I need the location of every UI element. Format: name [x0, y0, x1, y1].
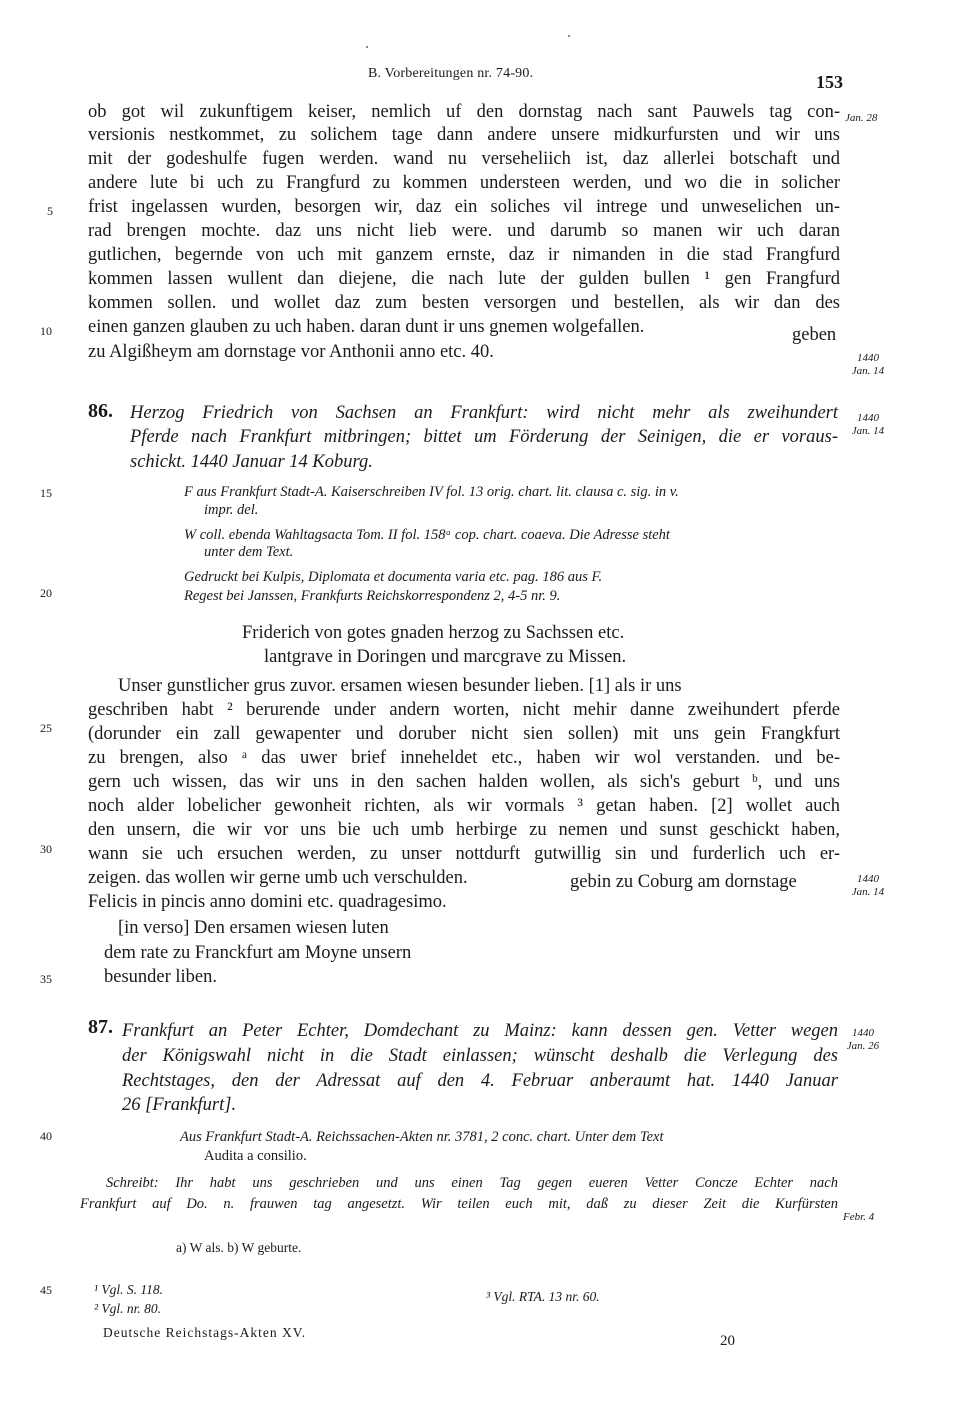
variant-apparatus: a) W als. b) W geburte.: [176, 1240, 302, 1255]
body-line: einen ganzen glauben zu uch haben. daran dunt ir uns gnemen wolgefallen.: [88, 317, 645, 337]
letter-datum: gebin zu Coburg am dornstage: [570, 872, 797, 892]
line-number: 45: [40, 1283, 52, 1297]
source-line: impr. del.: [204, 502, 259, 518]
source-line: Regest bei Janssen, Frankfurts Reichskorrespondenz 2, 4-5 nr. 9.: [184, 588, 561, 604]
source-line: Gedruckt bei Kulpis, Diplomata et documenta varia etc. pag. 186 aus F.: [184, 569, 603, 585]
regest-line: Rechtstages, den der Adressat auf den 4. Februar anberaumt hat. 1440 Januar: [122, 1071, 838, 1091]
line-number: 30: [40, 842, 52, 856]
footnote: ³ Vgl. RTA. 13 nr. 60.: [486, 1289, 600, 1304]
address-line: [in verso] Den ersamen wiesen luten: [118, 918, 389, 938]
margin-date: 1440 Jan. 26: [846, 1027, 880, 1052]
line-number: 20: [40, 586, 52, 600]
line-number: 40: [40, 1129, 52, 1143]
regest-line: Herzog Friedrich von Sachsen an Frankfurt: wird nicht mehr als zweihundert: [130, 403, 838, 423]
source-line: F aus Frankfurt Stadt-A. Kaiserschreiben IV fol. 13 orig. chart. lit. clausa c. sig. in v.: [184, 484, 679, 500]
letter-line: zu brengen, also ᵃ das uwer brief inneheldet etc., haben wir wol verstanden. und be-: [88, 748, 840, 768]
address-line: dem rate zu Franckfurt am Moyne unsern: [104, 943, 412, 963]
body-line: ob got wil zukunftigem keiser, nemlich uf den dornstag nach sant Pauwels tag con-: [88, 102, 840, 122]
source-line: Aus Frankfurt Stadt-A. Reichssachen-Akten nr. 3781, 2 conc. chart. Unter dem Text: [180, 1129, 664, 1145]
letter-line: gern uch wissen, das wir uns in den sachen halden wollen, als sich's geburt ᵇ, und uns: [88, 772, 840, 792]
margin-date: Jan. 28: [845, 112, 878, 124]
body-line: gutlichen, begernde von uch mit ganzem ernste, daz ir nimanden in die stad Frangfurd: [88, 245, 840, 265]
speck: [366, 46, 368, 48]
margin-date: 1440 Jan. 14: [851, 412, 885, 437]
body-line: kommen lassen wullent dan diejene, die nach lute der gulden bullen ¹ gen Frangfurd: [88, 269, 840, 289]
letter-line: den unsern, die wir vor uns bie uch umb herbirge zu nemen und sunst geschickt haben,: [88, 820, 840, 840]
regest-line: 26 [Frankfurt].: [122, 1095, 237, 1115]
body-line: rad brengen mochte. daz uns nicht lieb were. und darumb so manen wir uch daran: [88, 221, 840, 241]
address-line: besunder liben.: [104, 967, 218, 987]
body-line: zu Algißheym am dornstage vor Anthonii anno etc. 40.: [88, 342, 494, 362]
footnote: ² Vgl. nr. 80.: [94, 1301, 162, 1316]
source-line: Audita a consilio.: [204, 1148, 307, 1164]
regest-line: der Königswahl nicht in die Stadt einlassen; wünscht deshalb die Verlegung des: [122, 1046, 838, 1066]
letter-line: zeigen. das wollen wir gerne umb uch verschulden.: [88, 868, 468, 888]
document-number: 87.: [88, 1016, 113, 1038]
letter-line: geschriben habt ² berurende under andern worten, nicht mehir danne zweihundert pferde: [88, 700, 840, 720]
line-number: 5: [47, 204, 53, 218]
letter-line: (dorunder ein zall gewapenter und doruber nicht sien sollen) mit uns gein Frangkfurt: [88, 724, 840, 744]
letter-line: Unser gunstlicher grus zuvor. ersamen wiesen besunder lieben. [1] als ir uns: [118, 676, 682, 696]
body-line: versionis nestkommet, zu solichem tage dann andere unsere midkurfursten und wir uns: [88, 125, 840, 145]
page-number: 153: [816, 72, 843, 92]
regest-line: Frankfurt an Peter Echter, Domdechant zu Mainz: kann dessen gen. Vetter wegen: [122, 1021, 838, 1041]
regest-line: Pferde nach Frankfurt mitbringen; bittet um Förderung der Seinigen, die er voraus-: [130, 427, 838, 447]
line-number: 10: [40, 324, 52, 338]
series-title: Deutsche Reichstags-Akten XV.: [103, 1325, 307, 1340]
letter-line: wann sie uch ersuchen werden, zu unser nottdurft gutwillig sin und furderlich uch er-: [88, 844, 840, 864]
body-line: mit der godeshulfe fugen werden. wand nu verseheliich ist, daz allerlei botschaft und: [88, 149, 840, 169]
intitulatio: Friderich von gotes gnaden herzog zu Sachssen etc.: [242, 623, 625, 643]
letter-line: noch alder lobelicher gewonheit richten, als wir vormals ³ getan haben. [2] wollet auch: [88, 796, 840, 816]
line-number: 25: [40, 721, 52, 735]
body-line: andere lute bi uch zu Frangfurd zu kommen understeen werden, und wo die in solicher: [88, 173, 840, 193]
speck: [568, 35, 570, 37]
summary-line: Schreibt: Ihr habt uns geschrieben und uns einen Tag gegen eueren Vetter Concze Echter nach: [106, 1175, 838, 1191]
regest-line: schickt. 1440 Januar 14 Koburg.: [130, 452, 373, 472]
intitulatio: lantgrave in Doringen und marcgrave zu Missen.: [264, 647, 627, 667]
document-number: 86.: [88, 400, 113, 422]
source-line: W coll. ebenda Wahltagsacta Tom. II fol. 158ᵃ cop. chart. coaeva. Die Adresse steht: [184, 527, 670, 543]
letter-line: Felicis in pincis anno domini etc. quadragesimo.: [88, 892, 447, 912]
summary-line: Frankfurt auf Do. n. frauwen tag angesetzt. Wir teilen euch mit, daß zu dieser Zeit die Kurfürsten: [80, 1196, 838, 1212]
line-number: 15: [40, 486, 52, 500]
body-word: geben: [792, 325, 837, 345]
margin-date: 1440 Jan. 14: [851, 873, 885, 898]
source-line: unter dem Text.: [204, 544, 294, 560]
body-line: kommen sollen. und wollet daz zum besten versorgen und bestellen, als wir dan des: [88, 293, 840, 313]
line-number: 35: [40, 972, 52, 986]
margin-date: Febr. 4: [843, 1211, 875, 1223]
body-line: frist ingelassen wurden, besorgen wir, daz ein soliches vil intrege und unweselichen un-: [88, 197, 840, 217]
sheet-signature: 20: [720, 1333, 735, 1349]
running-header: B. Vorbereitungen nr. 74-90.: [368, 66, 534, 81]
footnote: ¹ Vgl. S. 118.: [94, 1282, 164, 1297]
margin-date: 1440 Jan. 14: [851, 352, 885, 377]
